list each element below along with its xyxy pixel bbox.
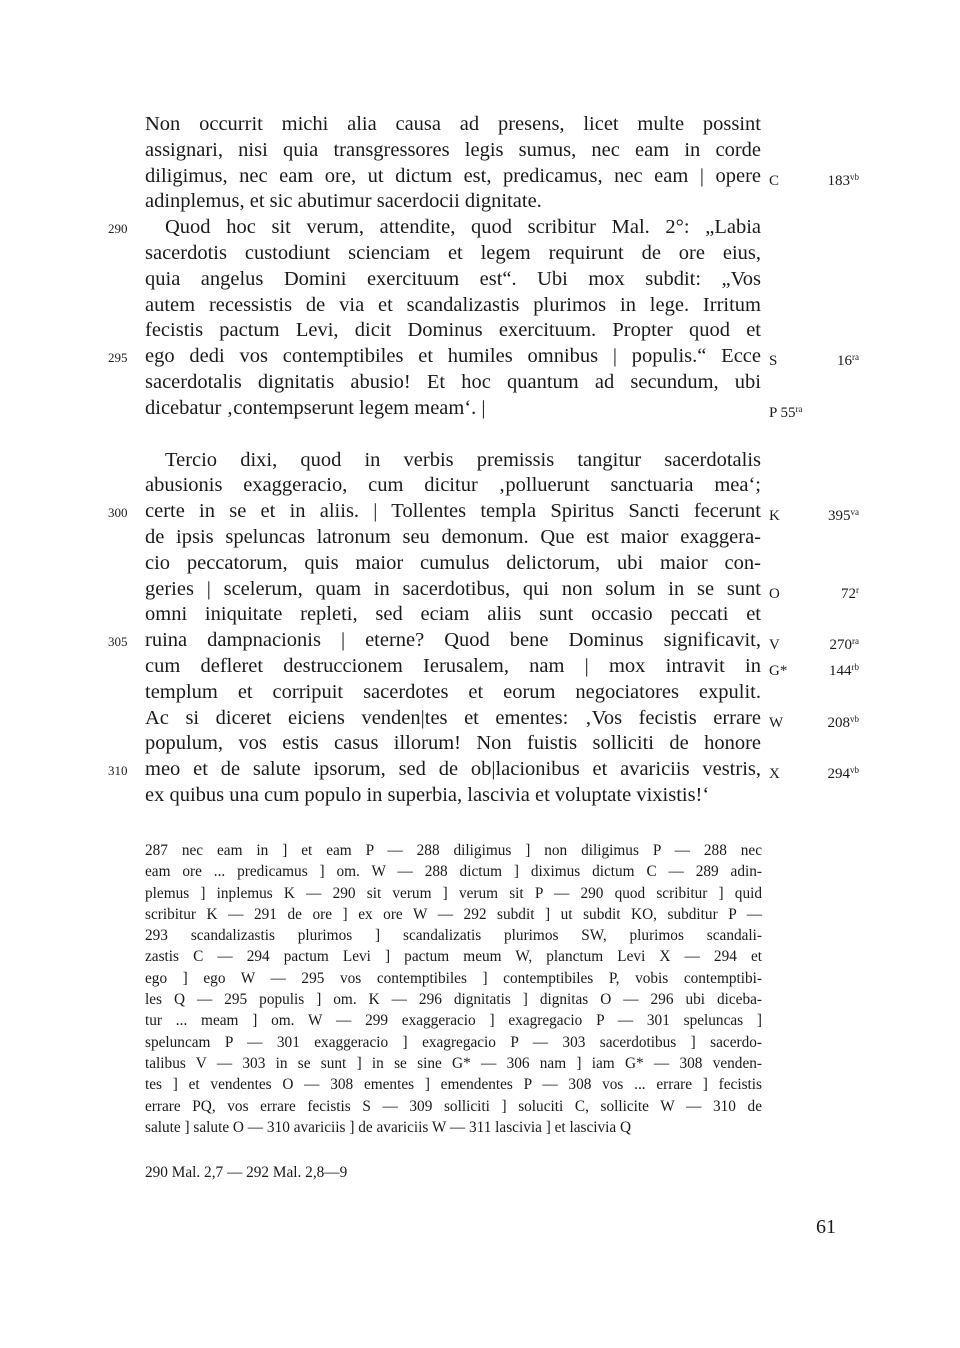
folio-label: S 16: [769, 353, 852, 370]
folio-marker: [769, 345, 859, 375]
text-line: [145, 293, 761, 319]
folio-side: va: [850, 507, 859, 518]
folio-marker: [769, 707, 859, 737]
line-text: dicebatur ‚contempserunt legem meam‘. |: [145, 396, 486, 419]
line-text: sacerdotalis dignitatis abusio! Et hoc quantum ad secundum, ubi: [145, 370, 761, 393]
main-text: [108, 112, 859, 809]
apparatus-line: eam ore ... predicamus ] om. W — 288 dictum ] diximus dictum C — 289 adin-: [145, 863, 762, 881]
text-line: [145, 731, 761, 757]
apparatus-line: plemus ] inplemus K — 290 sit verum ] verum sit P — 290 quod scribitur ] quid: [145, 884, 762, 902]
apparatus-line: salute ] salute O — 310 avariciis ] de avariciis W — 311 lascivia ] et lascivia Q: [145, 1118, 632, 1136]
line-text: Quod hoc sit verum, attendite, quod scribitur Mal. 2°: „Labia: [165, 216, 761, 239]
line-number: 290: [108, 221, 128, 237]
folio-label: X 294: [769, 766, 850, 783]
folio-side: vb: [850, 765, 859, 776]
folio-side: ra: [852, 352, 859, 363]
text-line: [145, 396, 803, 422]
text-line: [145, 473, 761, 499]
text-line: [145, 525, 761, 551]
line-text: ego dedi vos contemptibiles et humiles omnibus | populis.“ Ecce: [145, 345, 761, 368]
line-number: 300: [108, 505, 128, 521]
line-text: Tercio dixi, quod in verbis premissis tangitur sacerdotalis: [165, 448, 761, 471]
text-line: [145, 577, 859, 603]
line-text: Ac si diceret eiciens venden|tes et ementes: ‚Vos fecistis errare: [145, 706, 761, 729]
apparatus-line: zastis C — 294 pactum Levi ] pactum meum W, planctum Levi X — 294 et: [145, 948, 762, 966]
line-text: diligimus, nec eam ore, ut dictum est, predicamus, nec eam | opere: [145, 164, 761, 187]
folio-marker: [769, 500, 859, 530]
folio-marker: [769, 758, 859, 788]
folio-marker: [769, 578, 859, 608]
folio-label: W 208: [769, 714, 850, 731]
text-line: [145, 680, 761, 706]
line-text: certe in se et in aliis. | Tollentes templa Spiritus Sancti fecerunt: [145, 500, 761, 523]
text-line: [145, 267, 761, 293]
line-text: de ipsis speluncas latronum seu demonum. Que est maior exaggera-: [145, 525, 761, 548]
line-text: cio peccatorum, quis maior cumulus delictorum, ubi maior con-: [145, 551, 761, 574]
text-line: [145, 138, 761, 164]
line-number: 310: [108, 763, 128, 779]
line-text: quia angelus Domini exercituum est“. Ubi mox subdit: „Vos: [145, 267, 761, 290]
apparatus-line: speluncam P — 301 exaggeracio ] exagregacio P — 303 sacerdotibus ] sacerdo-: [145, 1033, 762, 1051]
folio-label: P 55: [769, 404, 796, 421]
line-text: ex quibus una cum populo in superbia, lascivia et voluptate vixistis!‘: [145, 783, 710, 806]
line-text: autem recessistis de via et scandalizastis plurimos in lege. Irritum: [145, 293, 761, 316]
text-line: [108, 757, 859, 783]
folio-marker: [769, 655, 859, 685]
line-text: geries | scelerum, quam in sacerdotibus, qui non solum in se sunt: [145, 577, 761, 600]
folio-label: G* 144: [769, 662, 852, 679]
text-line: [145, 706, 859, 732]
apparatus-line: ego ] ego W — 295 vos contemptibiles ] contemptibiles P, vobis contemptibi-: [145, 969, 762, 987]
line-text: assignari, nisi quia transgressores legis sumus, nec eam in corde: [145, 138, 761, 161]
line-text: meo et de salute ipsorum, sed de ob|lacionibus et avariciis vestris,: [145, 758, 761, 781]
line-text: populum, vos estis casus illorum! Non fuistis solliciti de honore: [145, 732, 761, 755]
line-text: adinplemus, et sic abutimur sacerdocii dignitate.: [145, 190, 542, 213]
text-line: [145, 370, 761, 396]
line-text: cum defleret destruccionem Ierusalem, nam | mox intravit in: [145, 654, 761, 677]
line-text: abusionis exaggeracio, cum dicitur ‚polluerunt sanctuaria mea‘;: [145, 474, 761, 497]
line-text: omni iniquitate repleti, sed eciam aliis sunt occasio peccati et: [145, 603, 761, 626]
folio-label: O 72: [769, 585, 856, 602]
line-text: templum et corripuit sacerdotes et eorum negociatores expulit.: [145, 680, 761, 703]
text-line: [145, 654, 859, 680]
apparatus-line: 293 scandalizastis plurimos ] scandalizatis plurimos SW, plurimos scandali-: [145, 927, 762, 945]
text-line: [108, 344, 859, 370]
apparatus-line: tur ... meam ] om. W — 299 exaggeracio ] exagregacio P — 301 speluncas ]: [145, 1012, 762, 1030]
paragraph-gap: [145, 422, 761, 448]
text-line: [145, 112, 761, 138]
apparatus-line: scribitur K — 291 de ore ] ex ore W — 292 subdit ] ut subdit KO, subditur P —: [145, 905, 762, 923]
text-line: [108, 628, 859, 654]
text-line: [145, 241, 761, 267]
apparatus-line: les Q — 295 populis ] om. K — 296 dignitatis ] dignitas O — 296 ubi diceba-: [145, 991, 762, 1009]
page-number: 61: [816, 1216, 836, 1238]
critical-apparatus: [145, 840, 762, 1138]
text-line: [145, 164, 859, 190]
folio-side: ra: [852, 636, 859, 647]
folio-marker: [769, 397, 859, 427]
text-line: [145, 551, 761, 577]
folio-side: r: [856, 584, 859, 595]
apparatus-line: 287 nec eam in ] et eam P — 288 diligimus ] non diligimus P — 288 nec: [145, 842, 762, 859]
line-number: 305: [108, 634, 128, 650]
folio-label: C 183: [769, 172, 850, 189]
text-line: [145, 318, 761, 344]
folio-label: K 395: [769, 508, 851, 525]
apparatus-line: errare PQ, vos errare fecistis S — 309 solliciti ] soluciti C, sollicite W — 310 de: [145, 1097, 762, 1115]
text-line: [108, 499, 859, 525]
text-line: [145, 783, 761, 809]
source-references: 290 Mal. 2,7 — 292 Mal. 2,8—9: [145, 1164, 348, 1181]
line-text: ruina dampnacionis | eterne? Quod bene Dominus significavit,: [145, 629, 761, 652]
folio-label: V 270: [769, 637, 852, 654]
folio-side: vb: [850, 171, 859, 182]
text-line: [145, 448, 761, 474]
text-line: [145, 189, 761, 215]
text-line: [108, 215, 761, 241]
folio-side: vb: [850, 713, 859, 724]
line-text: Non occurrit michi alia causa ad presens, licet multe possint: [145, 113, 761, 135]
line-text: sacerdotis custodiunt scienciam et legem requirunt de ore eius,: [145, 241, 761, 264]
folio-side: rb: [851, 661, 859, 672]
apparatus-line: tes ] et vendentes O — 308 ementes ] emendentes P — 308 vos ... errare ] fecistis: [145, 1076, 762, 1094]
folio-marker: [769, 165, 859, 195]
text-line: [145, 602, 761, 628]
line-text: fecistis pactum Levi, dicit Dominus exercituum. Propter quod et: [145, 319, 761, 342]
apparatus-line: talibus V — 303 in se sunt ] in se sine G* — 306 nam ] iam G* — 308 venden-: [145, 1054, 762, 1072]
folio-side: ra: [795, 403, 803, 414]
line-number: 295: [108, 350, 128, 366]
